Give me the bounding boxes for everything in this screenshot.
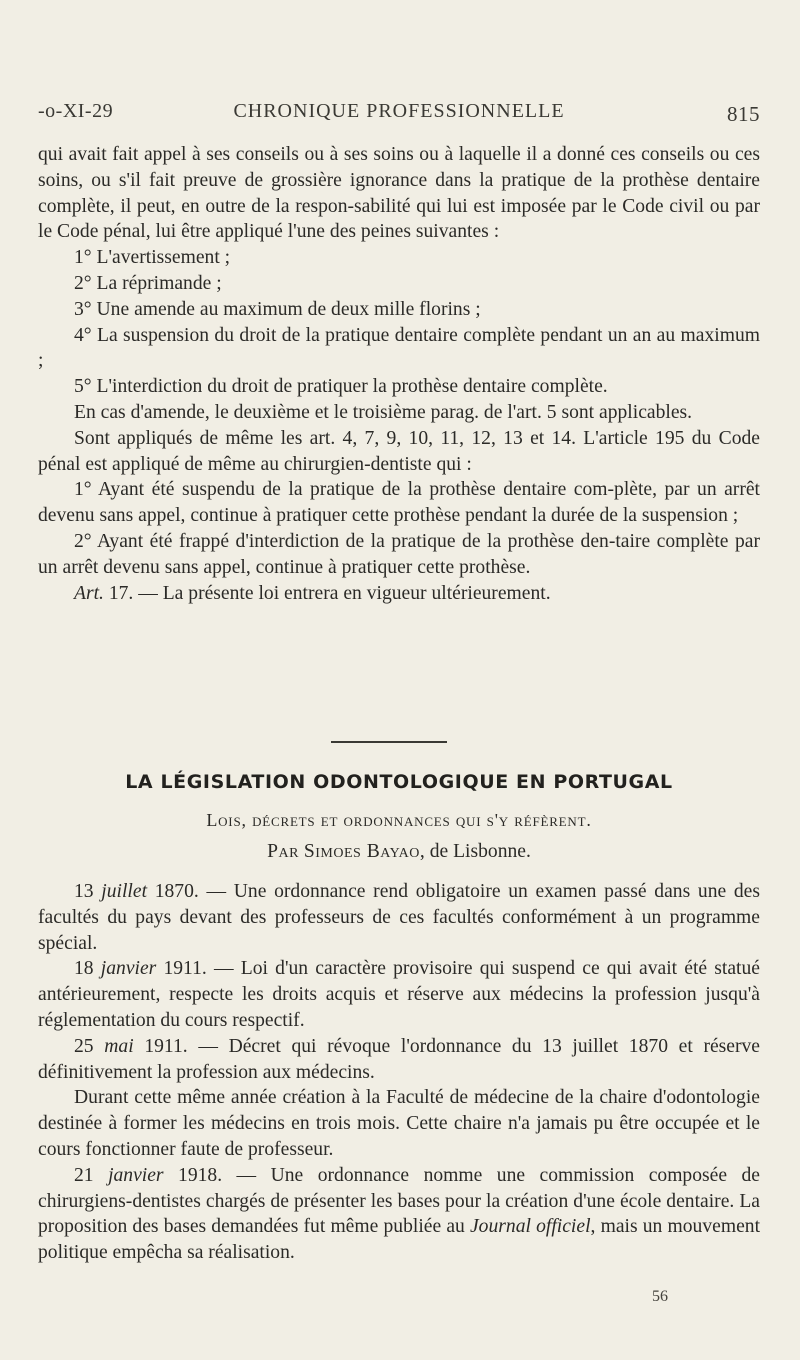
header-title: CHRONIQUE PROFESSIONNELLE (233, 100, 565, 122)
paragraph: qui avait fait appel à ses conseils ou à ses soins ou à laquelle il a donné ces conseils ou ces soins, ou s'il fait preuve de grossière ignorance dans la pratique de la prothèse dentaire complète, il peut, en outre de la respon-sabilité qui lui est imposée par le Code civil ou par le Code pénal, lui être appliqué l'une des peines suivantes : (38, 144, 760, 243)
paragraph: 1° L'avertissement ; (74, 247, 231, 269)
paragraph: 2° La réprimande ; (74, 272, 222, 294)
paragraph-text: 1918. — Une ordonnance nomme une commission composée de chirurgiens-dentistes chargés de présenter les bases pour la création d'une école dentaire. La proposition des bases demandées fut même publiée au (38, 1164, 760, 1238)
journal-title: Journal officiel (469, 1216, 591, 1238)
paragraph-text: 1870. — Une ordonnance rend obligatoire un examen passé dans une des facultés du pays devant des professeurs de ces facultés conformément à un programme spécial. (38, 881, 760, 954)
paragraph: 4° La suspension du droit de la pratique dentaire complète pendant un an au maximum ; (38, 324, 760, 372)
paragraph (38, 1163, 760, 1266)
paragraph: 5° L'interdiction du droit de pratiquer la prothèse dentaire complète. (74, 376, 608, 398)
paragraph-text: 1911. — Loi d'un caractère provisoire qui suspend ce qui avait été statué antérieurement, respecte les droits acquis et réserve aux médecins la profession jusqu'à réglementation du cours respectif. (38, 958, 760, 1031)
paragraph: 3° Une amende au maximum de deux mille florins ; (74, 298, 481, 320)
paragraph (38, 1085, 760, 1162)
section-subtitle: Lois, décrets et ordonnances qui s'y réfèrent. (206, 810, 592, 830)
paragraph-text-end: , mais un mouvement politique empêcha sa réalisation. (38, 1216, 761, 1264)
date-day: 18 (74, 958, 94, 980)
paragraph: En cas d'amende, le deuxième et le troisième parag. de l'art. 5 sont applicables. (74, 401, 693, 423)
paragraph-text: 1911. — Décret qui révoque l'ordonnance du 13 juillet 1870 et réserve définitivement la profession aux médecins. (38, 1035, 761, 1083)
paragraph-text: Durant cette même année création à la Faculté de médecine de la chaire d'odontologie destinée à former les médecins en trois mois. Cette chaire n'a jamais pu être occupée et le cours fonctionner faute de professeur. (38, 1087, 760, 1160)
paragraph (38, 956, 760, 1033)
paragraph (38, 1034, 760, 1086)
date-month: janvier (108, 1164, 164, 1186)
article-label: Art. (74, 582, 104, 604)
date-day: 25 (74, 1035, 94, 1057)
date-month: mai (104, 1035, 134, 1057)
law-text (38, 142, 760, 606)
running-header (38, 100, 760, 130)
section-title: LA LÉGISLATION ODONTOLOGIQUE EN PORTUGAL (125, 771, 673, 793)
author-name: Simoes Bayao (303, 841, 420, 862)
byline (38, 841, 760, 863)
header-date: -o-XI-29 (38, 100, 114, 122)
page-number: 815 (727, 102, 760, 126)
byline-prefix: Par (267, 841, 299, 862)
article-17 (38, 581, 760, 607)
paragraph: 1° Ayant été suspendu de la pratique de la prothèse dentaire com-plète, par un arrêt devenu sans appel, continue à pratiquer cette prothèse pendant la durée de la suspension ; (38, 479, 760, 527)
paragraph: 2° Ayant été frappé d'interdiction de la pratique de la prothèse den-taire complète par un arrêt devenu sans appel, continue à pratiquer cette prothèse. (38, 530, 760, 578)
date-month: juillet (101, 881, 148, 902)
byline-place: , de Lisbonne. (419, 841, 531, 862)
date-day: 13 (74, 881, 94, 902)
article-text: 17. — La présente loi entrera en vigueur ultérieurement. (103, 582, 551, 604)
date-month: janvier (100, 958, 157, 980)
legislation-text (38, 879, 760, 1266)
section-divider (331, 741, 447, 743)
paragraph: Sont appliqués de même les art. 4, 7, 9, 10, 11, 12, 13 et 14. L'article 195 du Code pénal est appliqué de même au chirurgien-dentiste qui : (38, 427, 760, 475)
paragraph (38, 879, 760, 956)
date-day: 21 (74, 1164, 94, 1186)
signature-folio: 56 (652, 1288, 668, 1305)
